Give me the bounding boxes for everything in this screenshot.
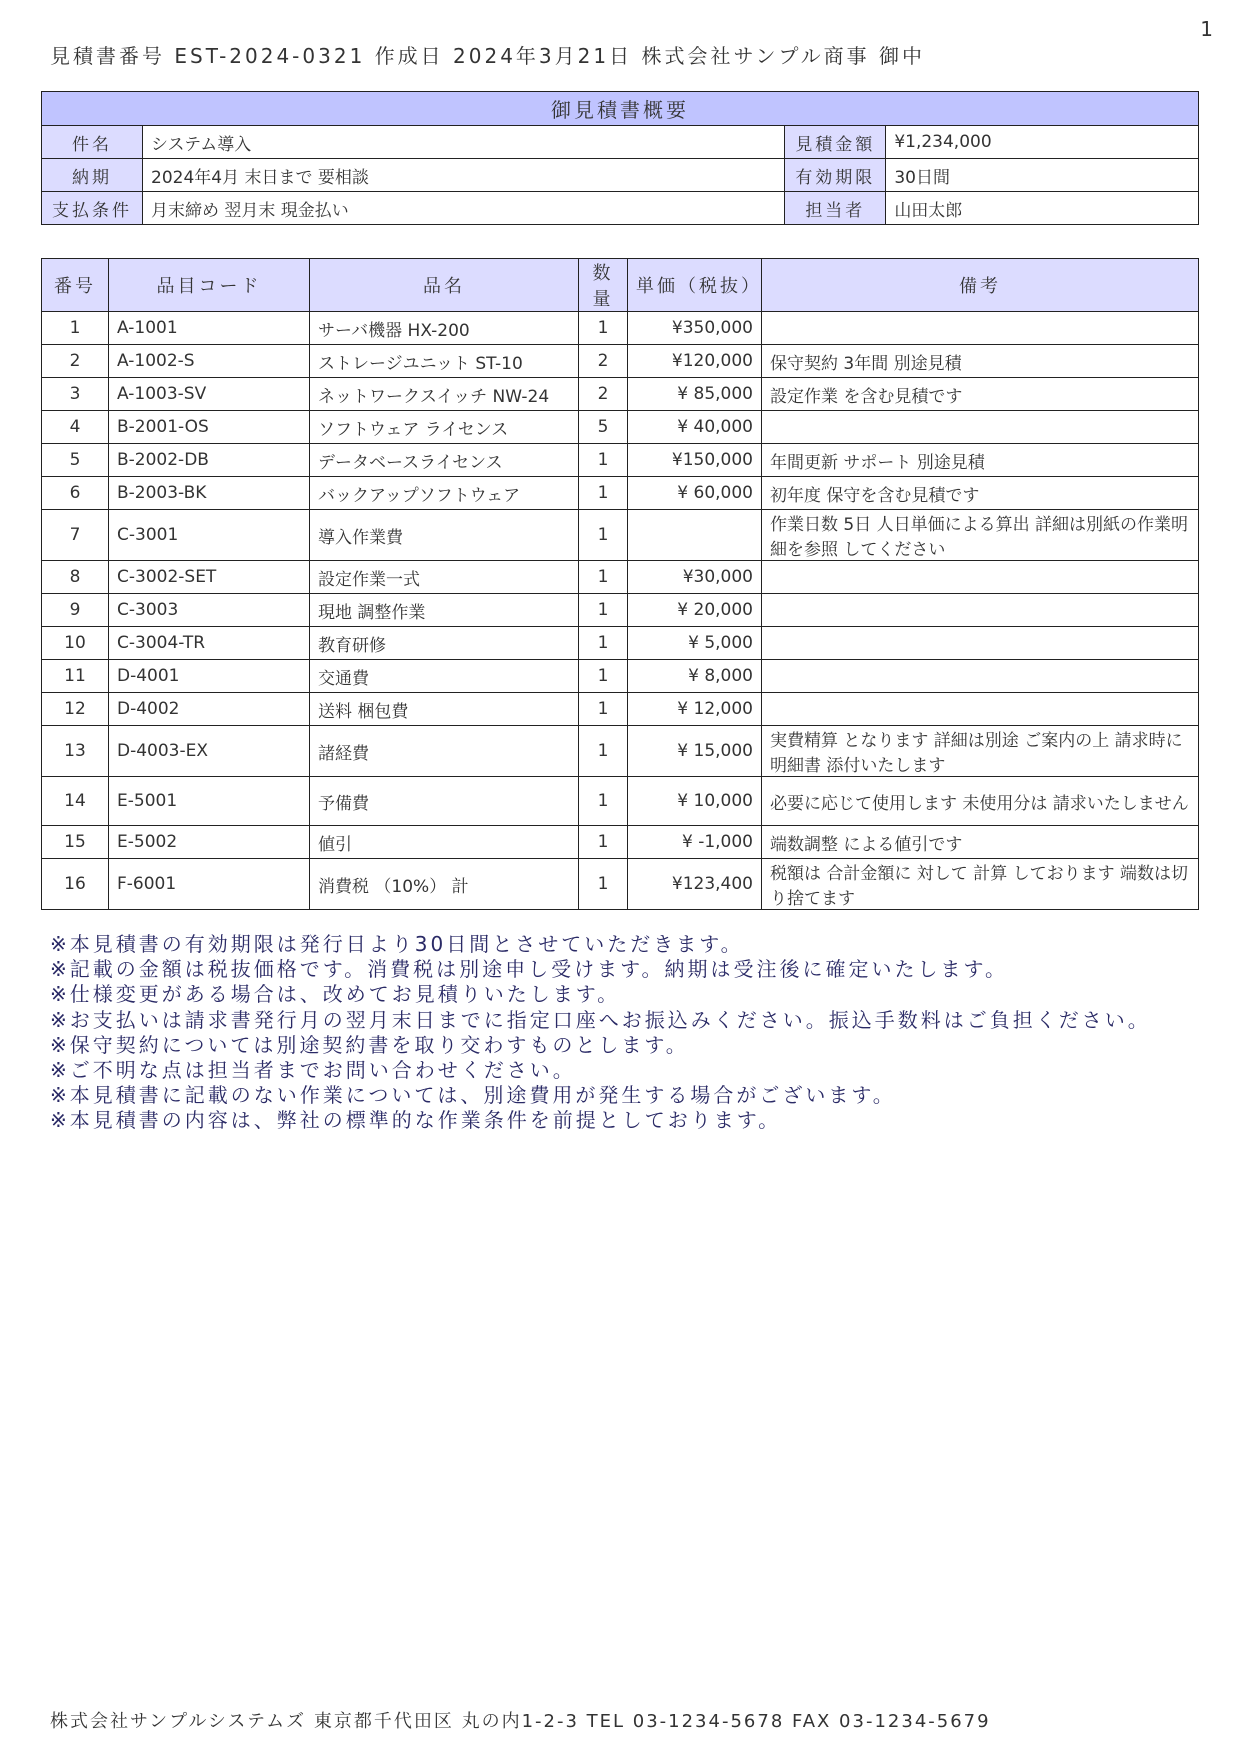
header-price: 単価（税抜）	[628, 259, 762, 312]
summary-row	[42, 192, 1199, 225]
cell-note	[762, 411, 1199, 444]
note-line: ※ご不明な点は担当者までお問い合わせください。	[50, 1058, 576, 1083]
cell-qty: 1	[579, 660, 628, 693]
items-table	[41, 258, 1199, 910]
note-line: ※本見積書の有効期限は発行日より30日間とさせていただきます。	[50, 932, 744, 956]
cell-qty: 1	[579, 826, 628, 859]
summary-row	[42, 159, 1199, 192]
summary-value: 2024年4月 末日まで 要相談	[143, 159, 785, 192]
cell-no: 14	[42, 777, 109, 826]
cell-code: D-4001	[109, 660, 310, 693]
cell-qty: 1	[579, 777, 628, 826]
table-row	[42, 777, 1199, 826]
table-row	[42, 561, 1199, 594]
cell-price: ¥ 12,000	[628, 693, 762, 726]
cell-name: バックアップソフトウェア	[310, 477, 579, 510]
cell-no: 3	[42, 378, 109, 411]
notes-block	[50, 932, 1151, 1134]
cell-price: ¥ 20,000	[628, 594, 762, 627]
note-line: ※記載の金額は税抜価格です。消費税は別途申し受けます。納期は受注後に確定いたします。	[50, 957, 1008, 982]
table-row	[42, 312, 1199, 345]
cell-note: 必要に応じて使用します 未使用分は 請求いたしません	[762, 777, 1199, 826]
cell-qty: 1	[579, 477, 628, 510]
cell-price: ¥ 5,000	[628, 627, 762, 660]
cell-code: C-3004-TR	[109, 627, 310, 660]
cell-price: ¥30,000	[628, 561, 762, 594]
header-no: 番号	[42, 259, 109, 312]
summary-label: 有効期限	[785, 159, 886, 192]
cell-code: F-6001	[109, 859, 310, 910]
cell-note	[762, 561, 1199, 594]
cell-code: D-4002	[109, 693, 310, 726]
cell-code: B-2001-OS	[109, 411, 310, 444]
cell-code: A-1003-SV	[109, 378, 310, 411]
cell-no: 9	[42, 594, 109, 627]
document-footer: 株式会社サンプルシステムズ 東京都千代田区 丸の内1-2-3 TEL 03-1234-5678 FAX 03-1234-5679	[50, 1711, 991, 1732]
cell-price: ¥ 40,000	[628, 411, 762, 444]
summary-label: 件名	[42, 126, 143, 159]
cell-no: 8	[42, 561, 109, 594]
table-row	[42, 859, 1199, 910]
cell-note: 年間更新 サポート 別途見積	[762, 444, 1199, 477]
cell-code: E-5002	[109, 826, 310, 859]
summary-label: 納期	[42, 159, 143, 192]
cell-name: ソフトウェア ライセンス	[310, 411, 579, 444]
cell-no: 6	[42, 477, 109, 510]
table-row	[42, 345, 1199, 378]
cell-code: E-5001	[109, 777, 310, 826]
cell-qty: 2	[579, 378, 628, 411]
cell-name: 現地 調整作業	[310, 594, 579, 627]
table-row	[42, 594, 1199, 627]
cell-qty: 1	[579, 594, 628, 627]
cell-code: B-2003-BK	[109, 477, 310, 510]
cell-price	[628, 510, 762, 561]
cell-no: 13	[42, 726, 109, 777]
table-row	[42, 660, 1199, 693]
cell-code: C-3002-SET	[109, 561, 310, 594]
cell-no: 11	[42, 660, 109, 693]
cell-qty: 1	[579, 444, 628, 477]
table-row	[42, 378, 1199, 411]
table-row	[42, 477, 1199, 510]
cell-name: 教育研修	[310, 627, 579, 660]
cell-qty: 5	[579, 411, 628, 444]
cell-qty: 1	[579, 510, 628, 561]
cell-name: ネットワークスイッチ NW-24	[310, 378, 579, 411]
summary-label: 支払条件	[42, 192, 143, 225]
summary-value: システム導入	[143, 126, 785, 159]
cell-note: 初年度 保守を含む見積です	[762, 477, 1199, 510]
cell-name: 諸経費	[310, 726, 579, 777]
header-qty: 数量	[579, 259, 628, 312]
table-row	[42, 726, 1199, 777]
cell-qty: 1	[579, 627, 628, 660]
cell-qty: 1	[579, 561, 628, 594]
cell-code: C-3003	[109, 594, 310, 627]
note-line: ※お支払いは請求書発行月の翌月末日までに指定口座へお振込みください。振込手数料はご負担ください。	[50, 1007, 1151, 1032]
cell-no: 4	[42, 411, 109, 444]
cell-price: ¥ 85,000	[628, 378, 762, 411]
header-note: 備考	[762, 259, 1199, 312]
cell-note: 端数調整 による値引です	[762, 826, 1199, 859]
cell-no: 12	[42, 693, 109, 726]
cell-no: 5	[42, 444, 109, 477]
summary-label: 担当者	[785, 192, 886, 225]
cell-note	[762, 594, 1199, 627]
cell-no: 10	[42, 627, 109, 660]
cell-no: 15	[42, 826, 109, 859]
cell-name: 消費税 （10%） 計	[310, 859, 579, 910]
cell-note: 保守契約 3年間 別途見積	[762, 345, 1199, 378]
table-row	[42, 627, 1199, 660]
cell-price: ¥150,000	[628, 444, 762, 477]
summary-value: ¥1,234,000	[886, 126, 1199, 159]
table-row	[42, 510, 1199, 561]
cell-name: 交通費	[310, 660, 579, 693]
cell-price: ¥ 8,000	[628, 660, 762, 693]
cell-price: ¥120,000	[628, 345, 762, 378]
cell-code: B-2002-DB	[109, 444, 310, 477]
cell-price: ¥ -1,000	[628, 826, 762, 859]
cell-name: 予備費	[310, 777, 579, 826]
cell-qty: 2	[579, 345, 628, 378]
table-row	[42, 826, 1199, 859]
summary-table	[41, 91, 1199, 225]
cell-name: 設定作業一式	[310, 561, 579, 594]
summary-value: 月末締め 翌月末 現金払い	[143, 192, 785, 225]
cell-qty: 1	[579, 726, 628, 777]
cell-code: D-4003-EX	[109, 726, 310, 777]
cell-name: データベースライセンス	[310, 444, 579, 477]
note-line: ※本見積書の内容は、弊社の標準的な作業条件を前提としております。	[50, 1108, 782, 1133]
cell-name: サーバ機器 HX-200	[310, 312, 579, 345]
cell-note: 税額は 合計金額に 対して 計算 しております 端数は切り捨てます	[762, 859, 1199, 910]
summary-row	[42, 126, 1199, 159]
cell-price: ¥ 15,000	[628, 726, 762, 777]
cell-qty: 1	[579, 859, 628, 910]
cell-price: ¥350,000	[628, 312, 762, 345]
summary-label: 見積金額	[785, 126, 886, 159]
cell-code: C-3001	[109, 510, 310, 561]
cell-no: 1	[42, 312, 109, 345]
cell-note	[762, 627, 1199, 660]
cell-name: 値引	[310, 826, 579, 859]
cell-price: ¥123,400	[628, 859, 762, 910]
cell-no: 2	[42, 345, 109, 378]
table-row	[42, 444, 1199, 477]
summary-title: 御見積書概要	[42, 92, 1199, 126]
cell-note	[762, 693, 1199, 726]
cell-note	[762, 660, 1199, 693]
cell-price: ¥ 10,000	[628, 777, 762, 826]
items-header-row	[42, 259, 1199, 312]
cell-note: 実費精算 となります 詳細は別途 ご案内の上 請求時に 明細書 添付いたします	[762, 726, 1199, 777]
cell-name: 送料 梱包費	[310, 693, 579, 726]
page-number: 1	[1200, 17, 1213, 41]
cell-code: A-1002-S	[109, 345, 310, 378]
note-line: ※本見積書に記載のない作業については、別途費用が発生する場合がございます。	[50, 1083, 896, 1108]
document-header: 見積書番号 EST-2024-0321 作成日 2024年3月21日 株式会社サンプル商事 御中	[50, 44, 926, 68]
cell-qty: 1	[579, 312, 628, 345]
table-row	[42, 693, 1199, 726]
table-row	[42, 411, 1199, 444]
note-line: ※仕様変更がある場合は、改めてお見積りいたします。	[50, 982, 621, 1007]
cell-note: 設定作業 を含む見積です	[762, 378, 1199, 411]
cell-no: 7	[42, 510, 109, 561]
cell-note	[762, 312, 1199, 345]
summary-value: 30日間	[886, 159, 1199, 192]
cell-price: ¥ 60,000	[628, 477, 762, 510]
summary-value: 山田太郎	[886, 192, 1199, 225]
cell-no: 16	[42, 859, 109, 910]
cell-code: A-1001	[109, 312, 310, 345]
header-name: 品名	[310, 259, 579, 312]
cell-note: 作業日数 5日 人日単価による算出 詳細は別紙の作業明細を参照 してください	[762, 510, 1199, 561]
cell-name: ストレージユニット ST-10	[310, 345, 579, 378]
note-line: ※保守契約については別途契約書を取り交わすものとします。	[50, 1032, 689, 1057]
cell-qty: 1	[579, 693, 628, 726]
header-code: 品目コード	[109, 259, 310, 312]
cell-name: 導入作業費	[310, 510, 579, 561]
